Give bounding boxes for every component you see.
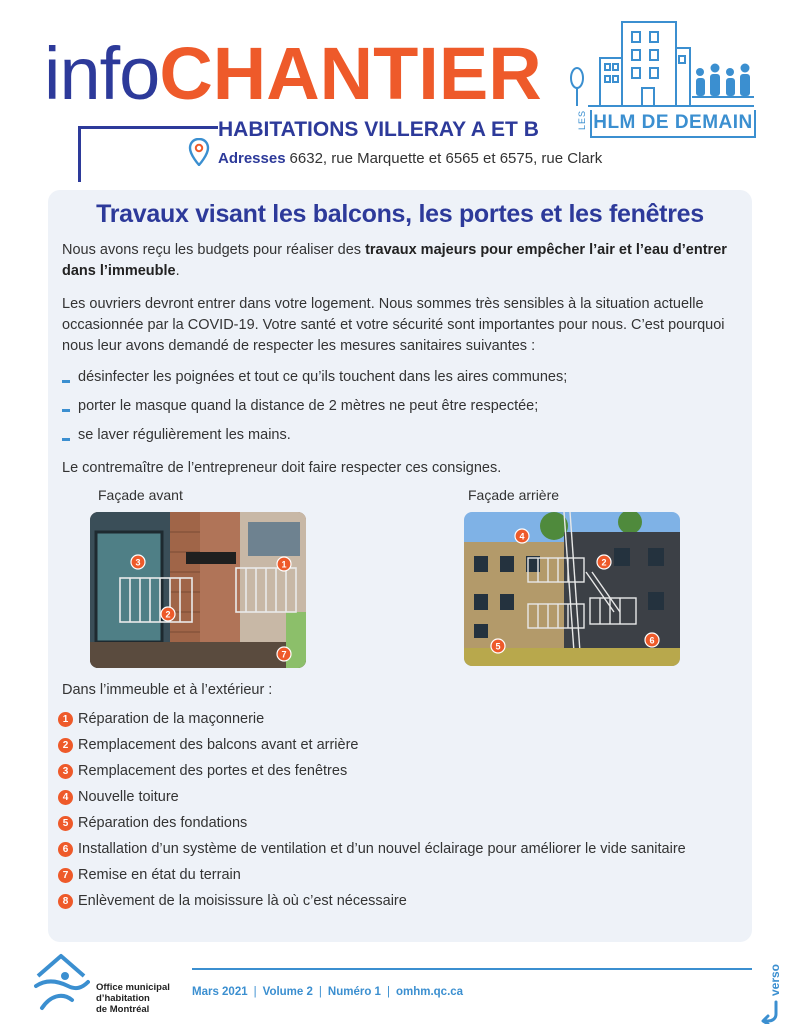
list-item xyxy=(58,710,738,728)
measures-list xyxy=(62,367,742,454)
photo-marker: 4 xyxy=(519,531,525,542)
work-text: Remise en état du terrain xyxy=(78,867,241,883)
work-text: Enlèvement de la moisissure là où c’est nécessaire xyxy=(78,893,407,909)
list-item xyxy=(58,866,738,884)
photo-marker: 2 xyxy=(601,557,607,568)
works-intro xyxy=(62,682,272,698)
list-item xyxy=(58,814,738,832)
issue-volume: Volume 2 xyxy=(262,986,313,998)
foreman-paragraph: Le contremaître de l’entrepreneur doit faire respecter ces consignes. xyxy=(62,460,502,476)
covid-paragraph: Les ouvriers devront entrer dans votre logement. Nous sommes très sensibles à la situation actuelle occasionnée par la COVID-19. Votre santé et votre sécurité sont importantes pour nous. C’est pourquoi nous leur avons demandé de respecter les mesures sanitaires suivantes : xyxy=(62,296,725,354)
separator: | xyxy=(386,986,390,998)
issue-date: Mars 2021 xyxy=(192,986,248,998)
list-item xyxy=(62,396,742,417)
website-link[interactable]: omhm.qc.ca xyxy=(395,986,464,998)
addresses-value: 6632, rue Marquette et 6565 et 6575, rue Clark xyxy=(289,150,603,167)
list-item xyxy=(58,736,738,754)
photo-marker: 6 xyxy=(649,635,655,646)
front-facade-photo xyxy=(90,512,306,668)
masthead xyxy=(44,34,542,114)
measure-text: porter le masque quand la distance de 2 mètres ne peut être respectée; xyxy=(78,398,539,414)
organization-name xyxy=(96,982,170,1015)
measure-text: désinfecter les poignées et tout ce qu’ils touchent dans les aires communes; xyxy=(78,369,568,385)
list-item xyxy=(62,367,742,388)
bullet-dash-icon xyxy=(62,380,70,383)
org-line: d’habitation xyxy=(96,993,150,1004)
header xyxy=(0,0,799,190)
separator: | xyxy=(318,986,322,998)
work-text: Réparation de la maçonnerie xyxy=(78,711,265,727)
bullet-dash-icon xyxy=(62,409,70,412)
hlm-buildings-logo-icon xyxy=(568,18,758,110)
location-pin-icon xyxy=(188,138,210,166)
measure-text: se laver régulièrement les mains. xyxy=(78,427,291,443)
turn-page-arrow-icon[interactable] xyxy=(760,1000,782,1024)
number-badge: 1 xyxy=(58,712,73,727)
list-item xyxy=(58,840,738,858)
number-badge: 6 xyxy=(58,842,73,857)
number-badge: 4 xyxy=(58,790,73,805)
addresses xyxy=(218,150,602,167)
photo-marker: 3 xyxy=(135,557,141,568)
work-text: Réparation des fondations xyxy=(78,815,248,831)
logo-prefix: LES xyxy=(577,110,587,131)
list-item xyxy=(58,788,738,806)
masthead-chantier: CHANTIER xyxy=(159,32,542,115)
photo-marker: 1 xyxy=(281,559,287,570)
footer-divider xyxy=(192,968,752,970)
intro-end: . xyxy=(175,263,180,279)
logo-text: HLM DE DEMAIN xyxy=(590,110,756,138)
photo-marker: 7 xyxy=(281,649,287,660)
work-text: Installation d’un système de ventilation et d’un nouvel éclairage pour améliorer le vide sanitaire xyxy=(78,841,686,857)
masthead-info: info xyxy=(44,32,160,115)
number-badge: 8 xyxy=(58,894,73,909)
intro-emphasis: travaux majeurs pour empêcher l’air et l’eau d’entrer dans l’immeuble xyxy=(62,242,727,279)
footer-meta xyxy=(192,986,463,998)
addresses-label: Adresses xyxy=(218,150,286,167)
photo-marker: 2 xyxy=(165,609,171,620)
number-badge: 7 xyxy=(58,868,73,883)
content-card xyxy=(48,190,752,942)
project-name: HABITATIONS VILLERAY A ET B xyxy=(218,118,539,141)
org-line: Office municipal xyxy=(96,982,170,993)
work-text: Remplacement des balcons avant et arrière xyxy=(78,737,359,753)
front-photo-caption: Façade avant xyxy=(98,487,183,503)
number-badge: 3 xyxy=(58,764,73,779)
omhm-logo-icon xyxy=(32,952,90,1012)
works-intro-text: Dans l’immeuble et à l’extérieur : xyxy=(62,682,273,698)
intro-paragraph xyxy=(62,240,742,282)
separator: | xyxy=(253,986,257,998)
list-item xyxy=(58,892,738,910)
issue-number: Numéro 1 xyxy=(327,986,381,998)
work-text: Nouvelle toiture xyxy=(78,789,179,805)
works-list xyxy=(58,710,738,918)
work-text: Remplacement des portes et des fenêtres xyxy=(78,763,348,779)
intro-start: Nous avons reçu les budgets pour réaliser des xyxy=(62,242,366,258)
number-badge: 5 xyxy=(58,816,73,831)
list-item xyxy=(62,425,742,446)
page-title: Travaux visant les balcons, les portes et les fenêtres xyxy=(96,200,704,228)
back-photo-caption: Façade arrière xyxy=(468,487,560,503)
bullet-dash-icon xyxy=(62,438,70,441)
photo-marker: 5 xyxy=(495,641,501,652)
verso-label[interactable]: verso xyxy=(768,964,782,997)
list-item xyxy=(58,762,738,780)
org-line: de Montréal xyxy=(96,1004,150,1015)
number-badge: 2 xyxy=(58,738,73,753)
back-facade-photo xyxy=(464,512,680,666)
